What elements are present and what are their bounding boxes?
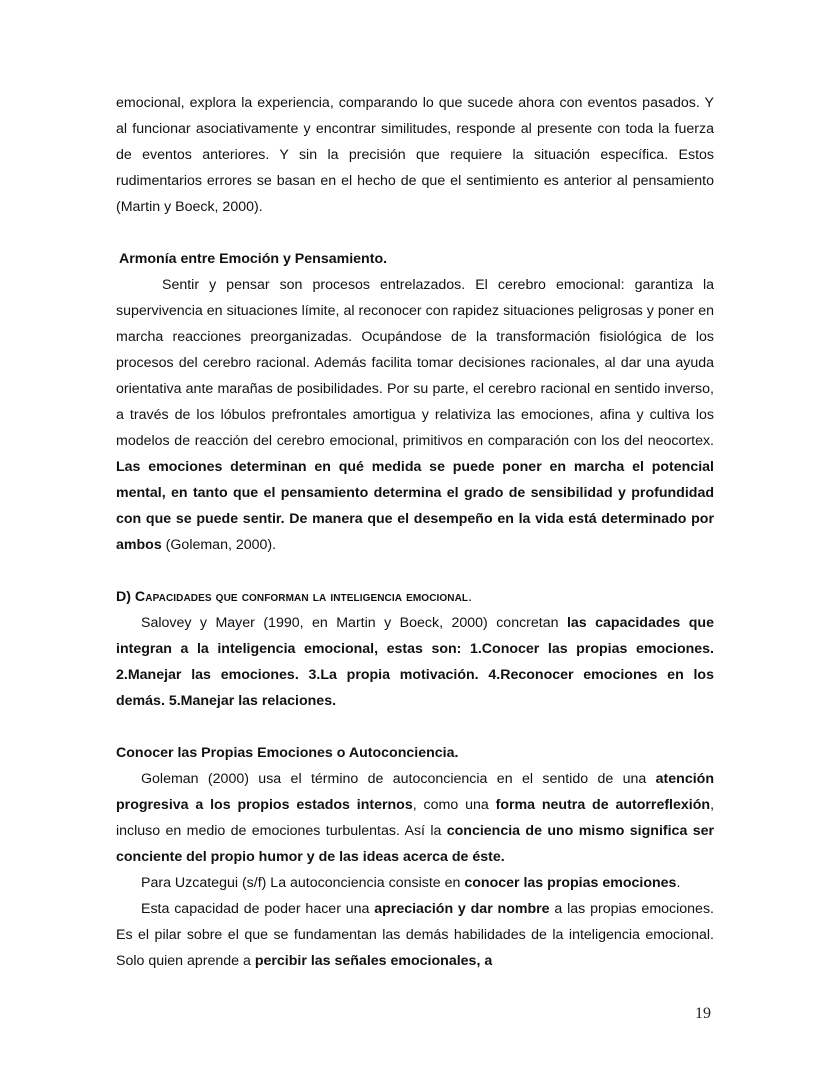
paragraph-spacer (116, 220, 714, 246)
heading-text: Capacidades que conforman la inteligencia emocional (134, 589, 469, 605)
paragraph-text: Esta capacidad de poder hacer una (141, 901, 375, 917)
paragraph-bold-text: las capacidades que integran a la inteligencia emocional, estas son: 1.Conocer las propias emociones. 2.Manejar las emociones. 3.La propia motivación. 4.Reconocer emociones en los demás. 5.Manejar las relaciones. (116, 615, 714, 709)
document-page (116, 90, 714, 974)
page-number: 19 (695, 1005, 711, 1022)
paragraph-bold-text: forma neutra de autorreflexión (495, 797, 711, 813)
paragraph-emotional-memory (116, 90, 714, 220)
paragraph-bold-text: conocer las propias emociones (464, 875, 677, 891)
paragraph-bold-text: atención progresiva a los propios estados internos (116, 771, 714, 813)
section-heading-capacities (116, 584, 714, 610)
paragraph-text: , incluso en medio de emociones turbulentas. Así la (116, 797, 715, 839)
paragraph-text: , como una (412, 797, 496, 813)
paragraph-text: Para Uzcategui (s/f) La autoconciencia consiste en (141, 875, 465, 891)
paragraph-bold-text: percibir las señales emocionales, a (254, 953, 493, 969)
paragraph-text: emocional, explora la experiencia, comparando lo que sucede ahora con eventos pasados. Y al funcionar asociativamente y encontrar similitudes, responde al presente con toda la fuerza de eventos anteriores. Y sin la precisión que requiere la situación específica. Estos rudimentarios errores se basan en el hecho de que el sentimiento es anterior al pensamiento (Martin y Boeck, 2000). (116, 95, 714, 215)
paragraph-harmony (116, 272, 714, 558)
paragraph-uzcategui (116, 870, 714, 896)
paragraph-capacities (116, 610, 714, 714)
paragraph-text: Goleman (2000) usa el término de autoconciencia en el sentido de una (141, 771, 656, 787)
heading-prefix: D) (116, 589, 135, 605)
paragraph-bold-text: apreciación y dar nombre (374, 901, 550, 917)
paragraph-text: Sentir y pensar son procesos entrelazados. El cerebro emocional: garantiza la supervivencia en situaciones límite, al reconocer con rapidez situaciones peligrosas y poner en marcha reacciones preorganizadas. Ocupándose de la transformación fisiológica de los procesos del cerebro racional. Además facilita tomar decisiones racionales, al dar una ayuda orientativa ante marañas de posibilidades. Por su parte, el cerebro racional en sentido inverso, a través de los lóbulos prefrontales amortigua y relativiza las emociones, afina y cultiva los modelos de reacción del cerebro emocional, primitivos en comparación con los del neocortex. (116, 277, 714, 449)
paragraph-spacer (116, 714, 714, 740)
paragraph-bold-text: Las emociones determinan en qué medida se puede poner en marcha el potencial mental, en tanto que el pensamiento determina el grado de sensibilidad y profundidad con que se puede sentir. De manera que el desempeño en la vida está determinado por ambos (116, 459, 714, 553)
paragraph-spacer (116, 558, 714, 584)
paragraph-text: Salovey y Mayer (1990, en Martin y Boeck, 2000) concretan (141, 615, 567, 631)
paragraph-text: . (676, 875, 681, 891)
heading-suffix: . (468, 589, 473, 605)
paragraph-bold-text: conciencia de uno mismo significa ser conciente del propio humor y de las ideas acerca de éste. (116, 823, 714, 865)
paragraph-capacity (116, 896, 714, 974)
section-heading-harmony: Armonía entre Emoción y Pensamiento. (119, 251, 388, 267)
paragraph-text: a las propias emociones. Es el pilar sobre el que se fundamentan las demás habilidades de la inteligencia emocional. Solo quien aprende a (116, 901, 714, 969)
section-heading-self-awareness: Conocer las Propias Emociones o Autoconciencia. (116, 745, 459, 761)
paragraph-self-awareness (116, 766, 714, 870)
citation-text: (Goleman, 2000). (161, 537, 277, 553)
